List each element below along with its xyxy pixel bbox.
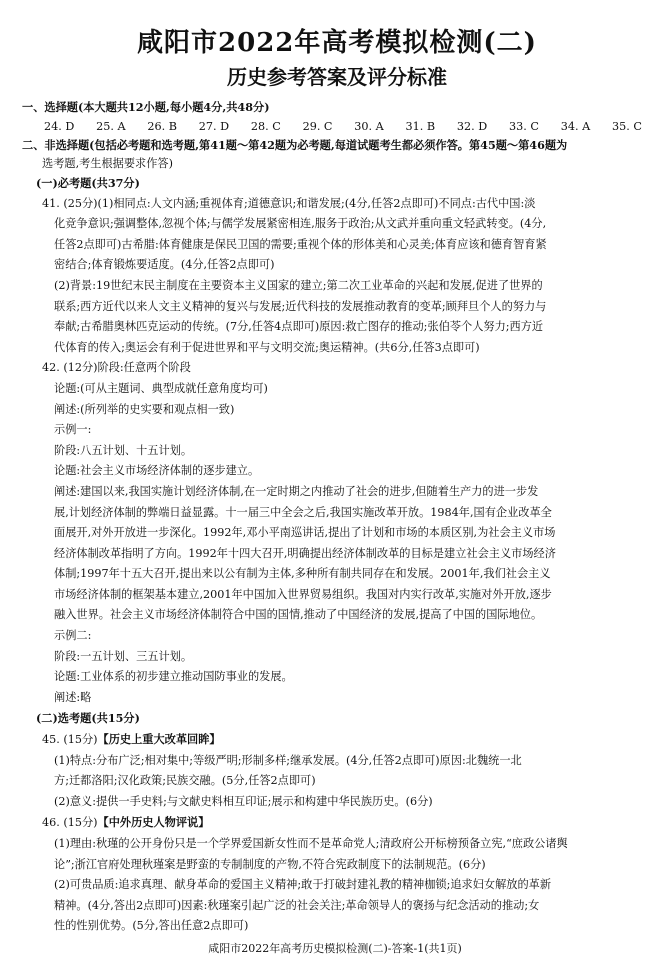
text-line: (2)意义:提供一手史料;与文献史料相互印证;展示和构建中华民族历史。(6分): [54, 794, 433, 808]
answer-item: 25. A: [96, 120, 126, 133]
text-line: 示例一:: [54, 423, 92, 437]
text-line: 体制;1997年十五大召开,提出来以公有制为主体,多种所有制共同存在和发展。2001年,我们社会主义: [54, 567, 551, 581]
answer-item: 32. D: [456, 120, 488, 133]
text-line: 经济体制改革指明了方向。1992年十四大召开,明确提出经济体制改革的目标是建立社会主义市场经济: [54, 546, 556, 560]
text-line: 化竞争意识;强调整体,忽视个体;与儒学发展紧密相连,服务于政治;从文武并重向重文轻武转变。(4分,: [54, 217, 547, 231]
section-essay-heading: 二、非选择题(包括必考题和选考题,第41题～第42题为必考题,每道试题考生都必须作答。第45题～第46题为: [22, 138, 568, 152]
elective-part-heading: (二)选考题(共15分): [36, 711, 140, 726]
answer-item: 24. D: [44, 120, 75, 133]
text-line: 论”;浙江官府处理秋瑾案是野蛮的专制制度的产物,不符合宪政制度下的法制规范。(6分): [54, 857, 486, 871]
text-line: 性的性别优势。(5分,答出任意2点即可): [54, 919, 249, 933]
text-line: 阐述:(所列举的史实要和观点相一致): [54, 402, 235, 416]
answer-item: 26. B: [147, 120, 177, 133]
text-line: 阶段:一五计划、三五计划。: [54, 649, 193, 663]
text-line: 面展开,对外开放进一步深化。1992年,邓小平南巡讲话,提出了计划和市场的本质区别,为社会主义市场: [54, 526, 556, 540]
text-line: 阶段:八五计划、十五计划。: [54, 443, 193, 457]
text-line: 融入世界。社会主义市场经济体制符合中国的国情,推动了中国经济的发展,提高了中国的国际地位。: [54, 608, 543, 622]
answer-item: 27. D: [198, 120, 230, 133]
text-line: (1)特点:分布广泛;相对集中;等级严明;形制多样;继承发展。(4分,任答2点即可)原因:北魏统一北: [54, 753, 522, 767]
text-line: 论题:社会主义市场经济体制的逐步建立。: [54, 464, 260, 478]
text-line: 联系;西方近代以来人文主义精神的复兴与发展;近代科技的发展推动教育的变革;顾拜旦个人的努力与: [54, 299, 547, 313]
text-line: 论题:(可从主题词、典型成就任意角度均可): [54, 381, 268, 395]
text-line: 论题:工业体系的初步建立推动国防事业的发展。: [54, 670, 293, 684]
answer-item: 29. C: [302, 120, 333, 133]
text-line: 代体育的传入;奥运会有利于促进世界和平与文明交流;奥运精神。(共6分,任答3点即可): [54, 340, 480, 354]
text-line: 密结合;体育锻炼要适度。(4分,任答2点即可): [54, 258, 275, 272]
text-line: (1)理由:秋瑾的公开身份只是一个学界爱国新女性而不是革命党人;清政府公开标榜预备立宪,“庶政公诸舆: [54, 837, 568, 850]
text-line: 精神。(4分,答出2点即可)因素:秋瑾案引起广泛的社会关注;革命领导人的褒扬与纪念活动的推动;女: [54, 898, 540, 912]
page-subtitle: 历史参考答案及评分标准: [227, 65, 447, 89]
answer-item: 33. C: [509, 120, 539, 133]
choice-answers: [22, 117, 642, 136]
answer-item: 28. C: [250, 120, 281, 133]
answer-item: 31. B: [405, 120, 436, 133]
text-line: 任答2点即可)古希腊:体育健康是保民卫国的需要;重视个体的形体美和心灵美;体育应该和德育智育紧: [54, 237, 547, 251]
answer-item: 35. C: [611, 120, 642, 133]
text-line: 41. (25分)(1)相同点:人文内涵;重视体育;道德意识;和谐发展;(4分,任答2点即可)不同点:古代中国:淡: [42, 196, 536, 210]
text-line: 45. (15分)【历史上重大改革回眸】: [42, 732, 221, 747]
text-line: 42. (12分)阶段:任意两个阶段: [42, 361, 191, 375]
text-line: 46. (15分)【中外历史人物评说】: [42, 815, 210, 830]
page-title: 咸阳市2022年高考模拟检测(二): [137, 28, 537, 58]
answer-item: 34. A: [560, 120, 591, 133]
section-essay-heading-cont: 选考题,考生根据要求作答): [42, 157, 173, 170]
page-footer: 咸阳市2022年高考历史模拟检测(二)-答案-1(共1页): [208, 942, 462, 955]
text-line: 阐述:建国以来,我国实施计划经济体制,在一定时期之内推动了社会的进步,但随着生产力的进一步发: [54, 484, 539, 498]
text-line: (2)可贵品质:追求真理、献身革命的爱国主义精神;敢于打破封建礼教的精神枷锁;追求妇女解放的革新: [54, 878, 552, 892]
text-line: 展,计划经济体制的弊端日益显露。十一届三中全会之后,我国实施改革开放。1984年,国有企业改革全: [54, 505, 552, 519]
text-line: 方;迁都洛阳;汉化政策;民族交融。(5分,任答2点即可): [54, 774, 316, 788]
text-line: 市场经济体制的框架基本建立,2001年中国加入世界贸易组织。我国对内实行改革,实施对外开放,逐步: [54, 587, 552, 601]
text-line: 奉献;古希腊奥林匹克运动的传统。(7分,任答4点即可)原因:救亡图存的推动;张伯苓个人努力;西方近: [54, 320, 544, 334]
required-part-heading: (一)必考题(共37分): [36, 176, 140, 190]
section-choice-heading: 一、选择题(本大题共12小题,每小题4分,共48分): [22, 100, 270, 114]
text-line: 阐述:略: [54, 690, 92, 704]
answer-item: 30. A: [354, 120, 384, 133]
text-line: 示例二:: [54, 629, 92, 643]
text-line: (2)背景:19世纪末民主制度在主要资本主义国家的建立;第二次工业革命的兴起和发展,促进了世界的: [54, 278, 543, 292]
